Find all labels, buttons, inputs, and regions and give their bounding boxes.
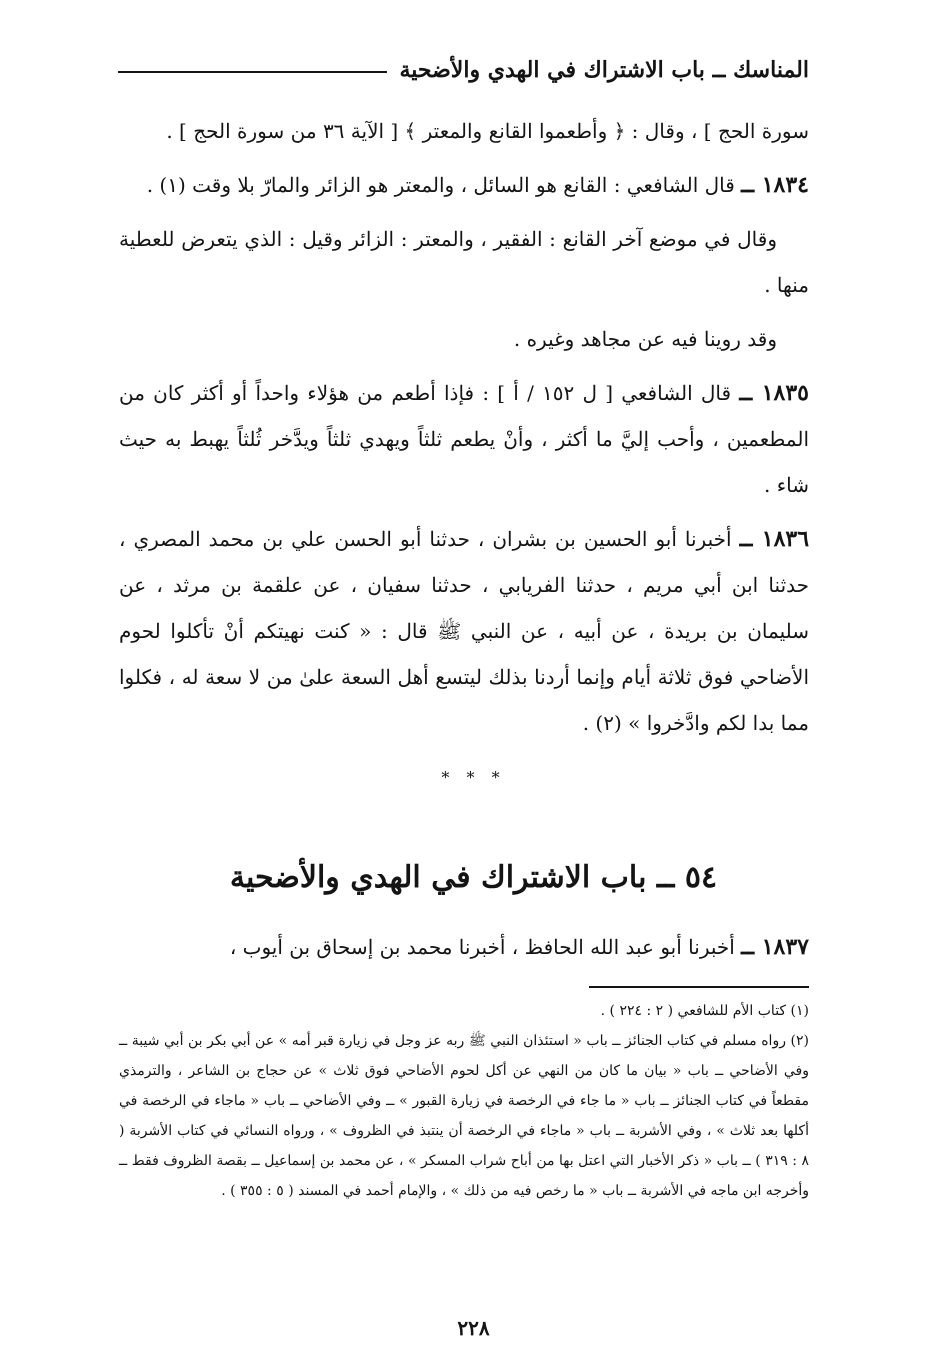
footnote-1: (١) كتاب الأم للشافعي ( ٢ : ٢٢٤ ) . (600, 1003, 809, 1019)
paragraph-text: أخبرنا أبو الحسين بن بشران ، حدثنا أبو الحسن علي بن محمد المصري ، حدثنا ابن أبي مريم ، حدثنا الفريابي ، حدثنا سفيان ، عن علقمة بن مرثد ، عن سليمان بن بريدة ، عن أبيه ، عن النبي ﷺ قال : « كنت نهيتكم أنْ تأكلوا لحوم الأضاحي فوق ثلاثة أيام وإنما أردنا بذلك ليتسع أهل السعة علىٰ من لا سعة له ، فكلوا مما بدا لكم وادَّخروا » (٢) . (119, 527, 809, 735)
footnotes (119, 996, 809, 1206)
paragraph-text: قال الشافعي [ ل ١٥٢ / أ ] : فإذا أطعم من هؤلاء واحداً أو أكثر كان من المطعمين ، وأحب إليَّ ما أكثر ، وأنْ يطعم ثلثاً ويهدي ثلثاً ويدَّخر ثُلثاً يهبط به حيث شاء . (119, 381, 809, 497)
paragraph-narrated (119, 316, 809, 362)
page-number: ٢٢٨ (457, 1316, 490, 1340)
paragraph-text: أخبرنا أبو عبد الله الحافظ ، أخبرنا محمد بن إسحاق بن أيوب ، (229, 935, 735, 959)
main-text (119, 108, 809, 754)
hadith-number: ١٨٣٤ ــ (741, 172, 809, 198)
footnote-rule (589, 986, 809, 988)
paragraph-another-place (119, 216, 809, 308)
paragraph-text: سورة الحج ] ، وقال : ﴿ وأطعموا القانع والمعتر ﴾ [ الآية ٣٦ من سورة الحج ] . (166, 119, 809, 143)
hadith-number: ١٨٣٧ ــ (741, 934, 809, 960)
hadith-number: ١٨٣٥ ــ (739, 380, 809, 406)
section-separator: * * * (441, 768, 506, 787)
running-head-rule (118, 71, 387, 73)
chapter-title: ٥٤ ــ باب الاشتراك في الهدي والأضحية (229, 860, 718, 895)
paragraph-1834 (119, 162, 809, 208)
footnote-2: (٢) رواه مسلم في كتاب الجنائز ــ باب « استئذان النبي ﷺ ربه عز وجل في زيارة قبر أمه » عن أبي بكر بن أبي شيبة ــ وفي الأضاحي ــ باب « بيان ما كان من النهي عن أكل لحوم الأضاحي فوق ثلاث » عن حجاج بن الشاعر ، والترمذي مقطعاً في كتاب الجنائز ــ باب « ما جاء في الرخصة في زيارة القبور » ــ وفي الأضاحي ــ باب « ماجاء في الرخصة في أكلها بعد ثلاث » ، وفي الأشربة ــ باب « ماجاء في الرخصة أن ينتبذ في الظروف » ، ورواه النسائي في كتاب الأشربة ( ٨ : ٣١٩ ) ــ باب « ذكر الأخبار التي اعتل بها من أباح شراب المسكر » ، عن محمد بن إسماعيل ــ بقصة الظروف فقط ــ وأخرجه ابن ماجه في الأشربة ــ باب « ما رخص فيه من ذلك » ، والإمام أحمد في المسند ( ٥ : ٣٥٥ ) . (119, 1033, 809, 1199)
paragraph-1835 (119, 370, 809, 508)
running-head-title: المناسك ــ باب الاشتراك في الهدي والأضحية (399, 57, 809, 83)
paragraph-continuation (119, 108, 809, 154)
paragraph-text: وقد روينا فيه عن مجاهد وغيره . (513, 327, 777, 351)
paragraph-text: قال الشافعي : القانع هو السائل ، والمعتر هو الزائر والمارّ بلا وقت (١) . (146, 173, 735, 197)
paragraph-1836 (119, 516, 809, 746)
running-head (118, 52, 809, 88)
paragraph-1837 (119, 924, 809, 970)
hadith-number: ١٨٣٦ ــ (739, 526, 810, 552)
paragraph-text: وقال في موضع آخر القانع : الفقير ، والمعتر : الزائر وقيل : الذي يتعرض للعطية منها . (119, 227, 809, 297)
